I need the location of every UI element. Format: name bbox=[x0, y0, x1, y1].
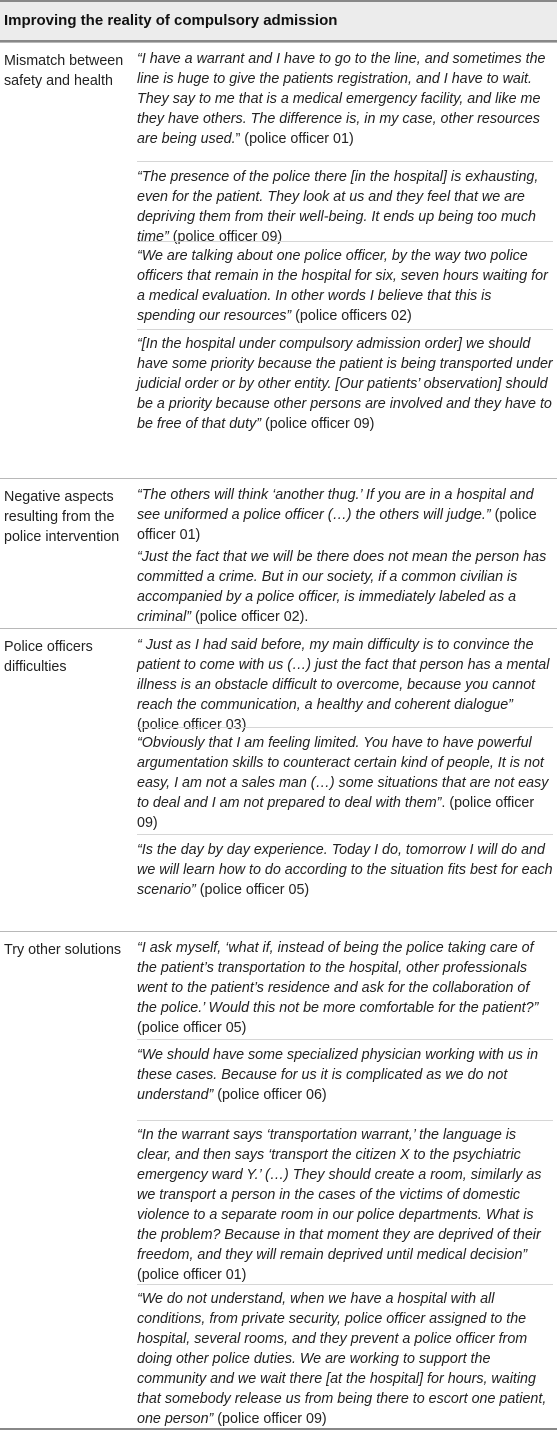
table-bottom-rule bbox=[0, 1428, 557, 1430]
section-police-difficulties bbox=[0, 628, 557, 932]
quote-source: (police officer 03) bbox=[137, 717, 247, 733]
quote-text: “ Just as I had said before, my main difficulty is to convince the patient to come with us (…) just the fact that person has a mental illness is an obstacle difficult to overcome, because you cannot reach the communication, a healthy and coherent dialogue” bbox=[137, 637, 550, 713]
quote-text: “We should have some specialized physician working with us in these cases. Because for us it is complicated as we do not understand” bbox=[137, 1047, 539, 1103]
quote-text: “The others will think ‘another thug.’ If you are in a hospital and see uniformed a police officer (…) the others will judge.” bbox=[137, 487, 534, 523]
quote-item bbox=[137, 547, 553, 627]
quote-source: (police officer 09) bbox=[213, 1411, 327, 1427]
quote-text: “We do not understand, when we have a hospital with all conditions, from private security, police officer assigned to the hospital, several rooms, and they prevent a police officer from doing other police duties. We are working to support the community and we wait there [at the hospital] for hours, waiting that somebody release us from being there to escort one patient, one person” bbox=[137, 1291, 547, 1427]
section-mismatch bbox=[0, 42, 557, 479]
quote-source: (police officer 02). bbox=[191, 609, 309, 625]
quote-item bbox=[137, 938, 553, 1038]
quote-divider bbox=[137, 329, 553, 330]
quote-source: (police officer 09) bbox=[260, 416, 375, 432]
quote-text: “Obviously that I am feeling limited. You have to have powerful argumentation skills to counteract certain kind of people, It is not easy, I am not a sales man (…) some situations that are not easy to deal and I am not prepared to deal with them” bbox=[137, 735, 549, 811]
quote-source: (police officer 09) bbox=[168, 229, 283, 245]
quote-item bbox=[137, 246, 553, 326]
quote-source: (police officer 05) bbox=[137, 1020, 247, 1036]
quote-text: “The presence of the police there [in the hospital] is exhausting, even for the patient. They look at us and they feel that we are depriving them from their well-being. It ends up being too much time” bbox=[137, 169, 539, 245]
quote-source: (police officer 05) bbox=[195, 882, 310, 898]
quote-source: (police officer 01) bbox=[137, 1267, 247, 1283]
quote-item bbox=[137, 1125, 553, 1285]
quote-item bbox=[137, 840, 553, 900]
quote-divider bbox=[137, 834, 553, 835]
quote-source: . (police officer 09) bbox=[137, 795, 535, 831]
table-title: Improving the reality of compulsory admission bbox=[4, 12, 338, 29]
quote-item bbox=[137, 334, 553, 434]
table-header bbox=[0, 0, 557, 42]
quote-divider bbox=[137, 727, 553, 728]
quote-item bbox=[137, 167, 553, 247]
quote-item bbox=[137, 485, 553, 545]
quote-item bbox=[137, 1289, 553, 1429]
section-negative-aspects bbox=[0, 478, 557, 629]
quote-text: “In the warrant says ‘transportation warrant,’ the language is clear, and then says ‘transport the citizen X to the psychiatric emergency ward Y.’ (…) They should create a room, similarly as we transport a person in the cases of the victims of domestic violence to a separate room in our police departments. What is the problem? Because in that moment they are deprived of their freedom, and they will remain deprived until medical decision” bbox=[137, 1127, 542, 1263]
quote-divider bbox=[137, 161, 553, 162]
quote-source: (police officers 02) bbox=[291, 308, 412, 324]
quote-text: “Just the fact that we will be there does not mean the person has committed a crime. But in our society, if a common civilian is accompanied by a police officer, is immediately labeled as a criminal” bbox=[137, 549, 547, 625]
quote-source: (police officer 06) bbox=[213, 1087, 327, 1103]
quote-item bbox=[137, 49, 553, 149]
quote-divider bbox=[137, 1039, 553, 1040]
quote-divider bbox=[137, 1284, 553, 1285]
quote-source: ” (police officer 01) bbox=[235, 131, 354, 147]
section-try-other-solutions bbox=[0, 931, 557, 1429]
quote-text: “Is the day by day experience. Today I do, tomorrow I will do and we will learn how to do according to the situation fits best for each scenario” bbox=[137, 842, 553, 898]
quote-text: “We are talking about one police officer, by the way two police officers that remain in the hospital for six, seven hours waiting for a medical evaluation. In other words I believe that this is spending our resources” bbox=[137, 248, 548, 324]
quote-item bbox=[137, 635, 553, 735]
category-label: Try other solutions bbox=[4, 942, 122, 958]
quote-text: “I have a warrant and I have to go to the line, and sometimes the line is huge to give the patients registration, and I have to wait. They say to me that is a medical emergency facility, and like me they have others. The difference is, in my case, other resources are being used. bbox=[137, 51, 546, 147]
quote-item bbox=[137, 1045, 553, 1105]
quote-divider bbox=[137, 241, 553, 242]
quote-source: (police officer 01) bbox=[137, 507, 537, 543]
quote-item bbox=[137, 733, 553, 833]
quote-text: “[In the hospital under compulsory admission order] we should have some priority because the patient is being transported under judicial order or by other entity. [Our patients’ observation] should be a priority because other persons are involved and they have to be free of that duty” bbox=[137, 336, 553, 432]
quote-divider bbox=[137, 1120, 553, 1121]
category-label: Mismatch between safety and health bbox=[4, 53, 124, 89]
category-label: Negative aspects resulting from the police intervention bbox=[4, 489, 120, 545]
quote-text: “I ask myself, ‘what if, instead of being the police taking care of the patient’s transportation to the hospital, other professionals went to the patient’s residence and ask for the collaboration of the police.’ Would this not be more comfortable for the patient?” bbox=[137, 940, 539, 1016]
category-label: Police officers difficulties bbox=[4, 639, 93, 675]
